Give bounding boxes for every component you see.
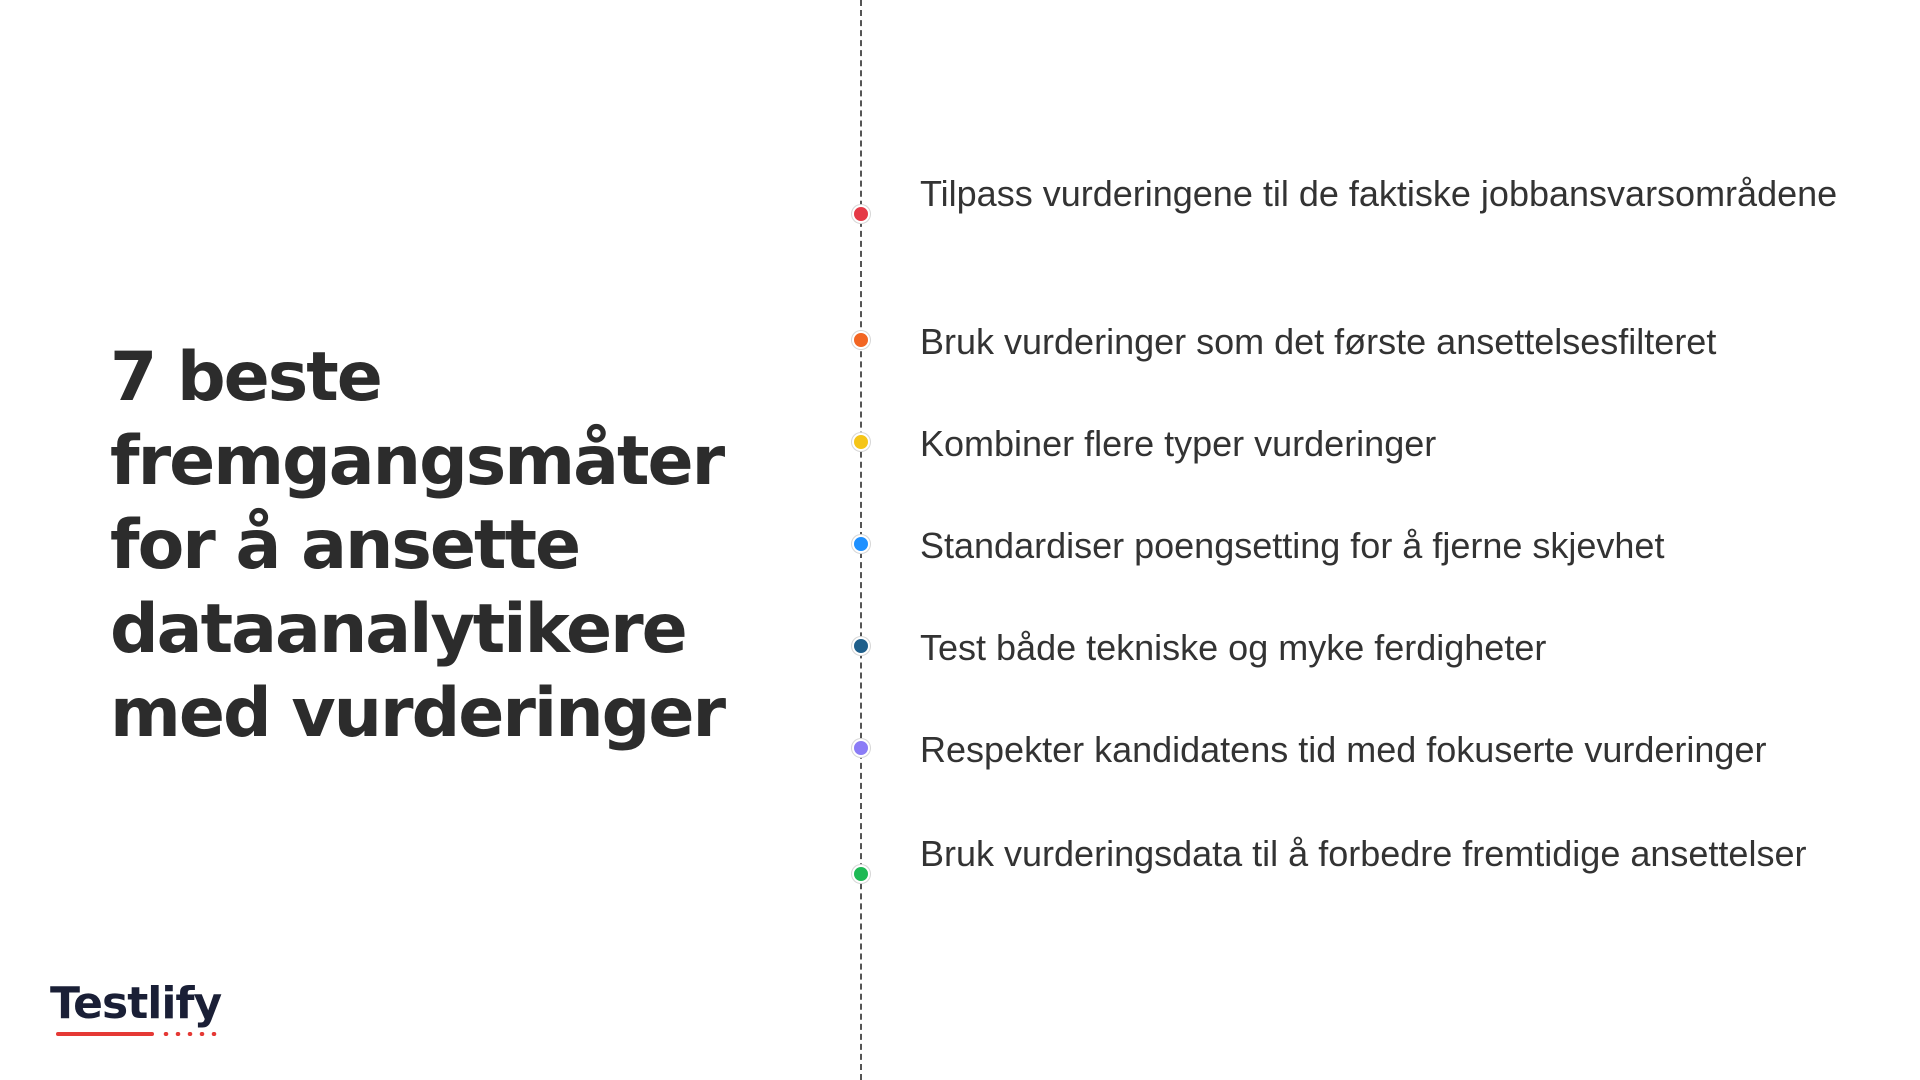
timeline-item-text: Respekter kandidatens tid med fokuserte vurderinger — [920, 729, 1767, 770]
timeline-item-text: Test både tekniske og myke ferdigheter — [920, 627, 1547, 668]
logo-underline — [56, 1032, 154, 1036]
timeline-item-text: Bruk vurderingsdata til å forbedre fremtidige ansettelser — [920, 833, 1807, 874]
timeline-dot-dark-blue — [852, 637, 870, 655]
testlify-logo — [50, 980, 221, 1040]
timeline-item-text: Bruk vurderinger som det første ansettelsesfilteret — [920, 321, 1717, 362]
logo-wordmark: Testlify — [50, 978, 222, 1029]
page-title: 7 beste fremgangsmåter for å ansette dataanalytikere med vurderinger — [110, 338, 724, 753]
timeline-dot-blue — [852, 535, 870, 553]
timeline-item-text: Tilpass vurderingene til de faktiske jobbansvarsområdene — [920, 173, 1838, 214]
timeline-item-text: Kombiner flere typer vurderinger — [920, 423, 1437, 464]
timeline-dot-purple — [852, 739, 870, 757]
timeline-dot-yellow — [852, 433, 870, 451]
timeline-dot-red — [852, 205, 870, 223]
timeline-dot-orange — [852, 331, 870, 349]
timeline-dot-green — [852, 865, 870, 883]
logo-dots — [160, 1032, 220, 1036]
timeline-item-text: Standardiser poengsetting for å fjerne skjevhet — [920, 525, 1665, 566]
